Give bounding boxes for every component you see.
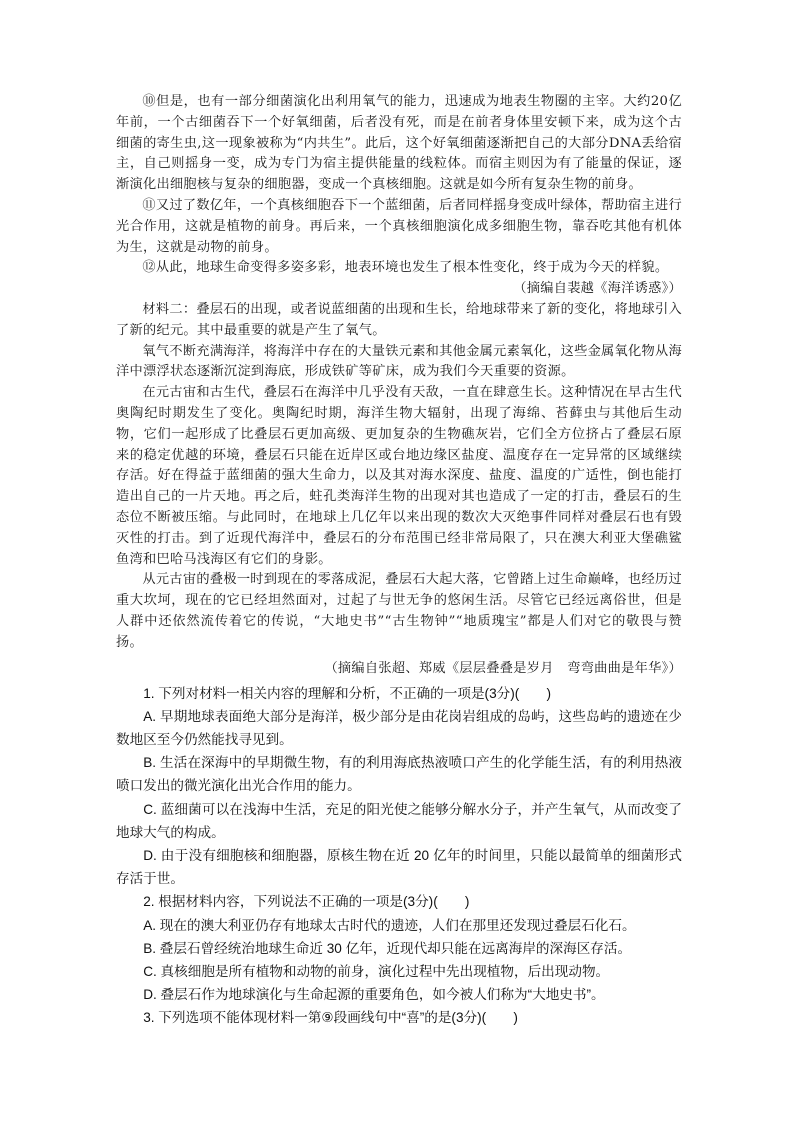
question-1 xyxy=(116,682,682,891)
question-3 xyxy=(116,1006,682,1029)
question-stem: 1. 下列对材料一相关内容的理解和分析，不正确的一项是(3分)( ) xyxy=(143,685,551,701)
material-two-intro: 材料二：叠层石的出现，或者说蓝细菌的出现和生长，给地球带来了新的变化，将地球引入了新的纪元。其中最重要的就是产生了氧气。 xyxy=(116,301,682,338)
option-b[interactable]: B. 叠层石曾经统治地球生命近 30 亿年，近现代却只能在远离海岸的深海区存活。 xyxy=(143,940,632,956)
paragraph-11: ⑪又过了数亿年，一个真核细胞吞下一个蓝细菌，后者同样摇身变成叶绿体，帮助宿主进行光合作用，这就是植物的前身。再后来，一个真核细胞演化成多细胞生物，靠吞吃其他有机体为生，这就是动物的前身。 xyxy=(116,197,682,255)
material-one-source: （摘编自裴越《海洋诱惑》） xyxy=(513,281,682,297)
question-2 xyxy=(116,890,682,1006)
option-d[interactable]: D. 叠层石作为地球演化与生命起源的重要角色，如今被人们称为“大地史书”。 xyxy=(143,987,605,1003)
exam-page xyxy=(116,92,682,1030)
question-stem: 2. 根据材料内容，下列说法不正确的一项是(3分)( ) xyxy=(143,894,470,910)
material-two-paragraph-4: 从元古宙的叠极一时到现在的零落成泥，叠层石大起大落，它曾踏上过生命巅峰，也经历过重大坎坷，现在的它已经坦然面对，过起了与世无争的悠闲生活。尽管它已经远离俗世，但是人群中还依然流传着它的传说，“大地史书”“古生物钟”“地质瑰宝”都是人们对它的敬畏与赞扬。 xyxy=(116,572,682,650)
material-two-source: （摘编自张超、郑威《层层叠叠是岁月 弯弯曲曲是年华》） xyxy=(324,660,682,676)
option-c[interactable]: C. 蓝细菌可以在浅海中生活，充足的阳光使之能够分解水分子，并产生氧气，从而改变了地球大气的构成。 xyxy=(116,801,682,840)
question-stem: 3. 下列选项不能体现材料一第⑨段画线句中“喜”的是(3分)( ) xyxy=(143,1010,518,1026)
option-a[interactable]: A. 早期地球表面绝大部分是海洋，极少部分是由花岗岩组成的岛屿，这些岛屿的遗迹在少数地区至今仍然能找寻见到。 xyxy=(116,708,682,747)
option-c[interactable]: C. 真核细胞是所有植物和动物的前身，演化过程中先出现植物，后出现动物。 xyxy=(143,963,610,979)
paragraph-12: ⑫从此，地球生命变得多姿多彩，地表环境也发生了根本性变化，终于成为今天的样貌。 xyxy=(142,260,669,276)
material-two-paragraph-3: 在元古宙和古生代，叠层石在海洋中几乎没有天敌，一直在肆意生长。这种情况在早古生代奥陶纪时期发生了变化。奥陶纪时期，海洋生物大辐射，出现了海绵、苔藓虫与其他后生动物，它们一起形成了比叠层石更加高级、更加复杂的生物礁灰岩，它们全方位挤占了叠层石原来的稳定优越的环境，叠层石只能在近岸区或台地边缘区盐度、温度存在一定异常的区域继续存活。好在得益于蓝细菌的强大生命力，以及其对海水深度、盐度、温度的广适性，倒也能打造出自己的一片天地。再之后，蛀孔类海洋生物的出现对其也造成了一定的打击，叠层石的生态位不断被压缩。与此同时，在地球上几亿年以来出现的数次大灭绝事件同样对叠层石也有毁灭性的打击。到了近现代海洋中，叠层石的分布范围已经非常局限了，只在澳大利亚大堡礁鲨鱼湾和巴哈马浅海区有它们的身影。 xyxy=(116,385,682,567)
option-a[interactable]: A. 现在的澳大利亚仍存有地球太古时代的遗迹，人们在那里还发现过叠层石化石。 xyxy=(143,917,636,933)
material-two-paragraph-2: 氧气不断充满海洋，将海洋中存在的大量铁元素和其他金属元素氧化，这些金属氧化物从海洋中漂浮状态逐渐沉淀到海底，形成铁矿等矿床，成为我们今天重要的资源。 xyxy=(116,343,682,380)
option-d[interactable]: D. 由于没有细胞核和细胞器，原核生物在近 20 亿年的时间里，只能以最简单的细菌形式存活于世。 xyxy=(116,847,682,887)
paragraph-10: ⑩但是，也有一部分细菌演化出利用氧气的能力，迅速成为地表生物圈的主宰。大约20亿年前，一个古细菌吞下一个好氧细菌，后者没有死，而是在前者身体里安顿下来，成为这个古细菌的寄生虫,这一现象被称为“内共生”。此后，这个好氧细菌逐渐把自己的大部分DNA丢给宿主，自己则摇身一变，成为专门为宿主提供能量的线粒体。而宿主则因为有了能量的保证，逐渐演化出细胞核与复杂的细胞器，变成一个真核细胞。这就是如今所有复杂生物的前身。 xyxy=(116,94,682,193)
option-b[interactable]: B. 生活在深海中的早期微生物，有的利用海底热液喷口产生的化学能生活，有的利用热液喷口发出的微光演化出光合作用的能力。 xyxy=(116,755,682,794)
material-one xyxy=(116,92,682,300)
material-two xyxy=(116,300,682,680)
